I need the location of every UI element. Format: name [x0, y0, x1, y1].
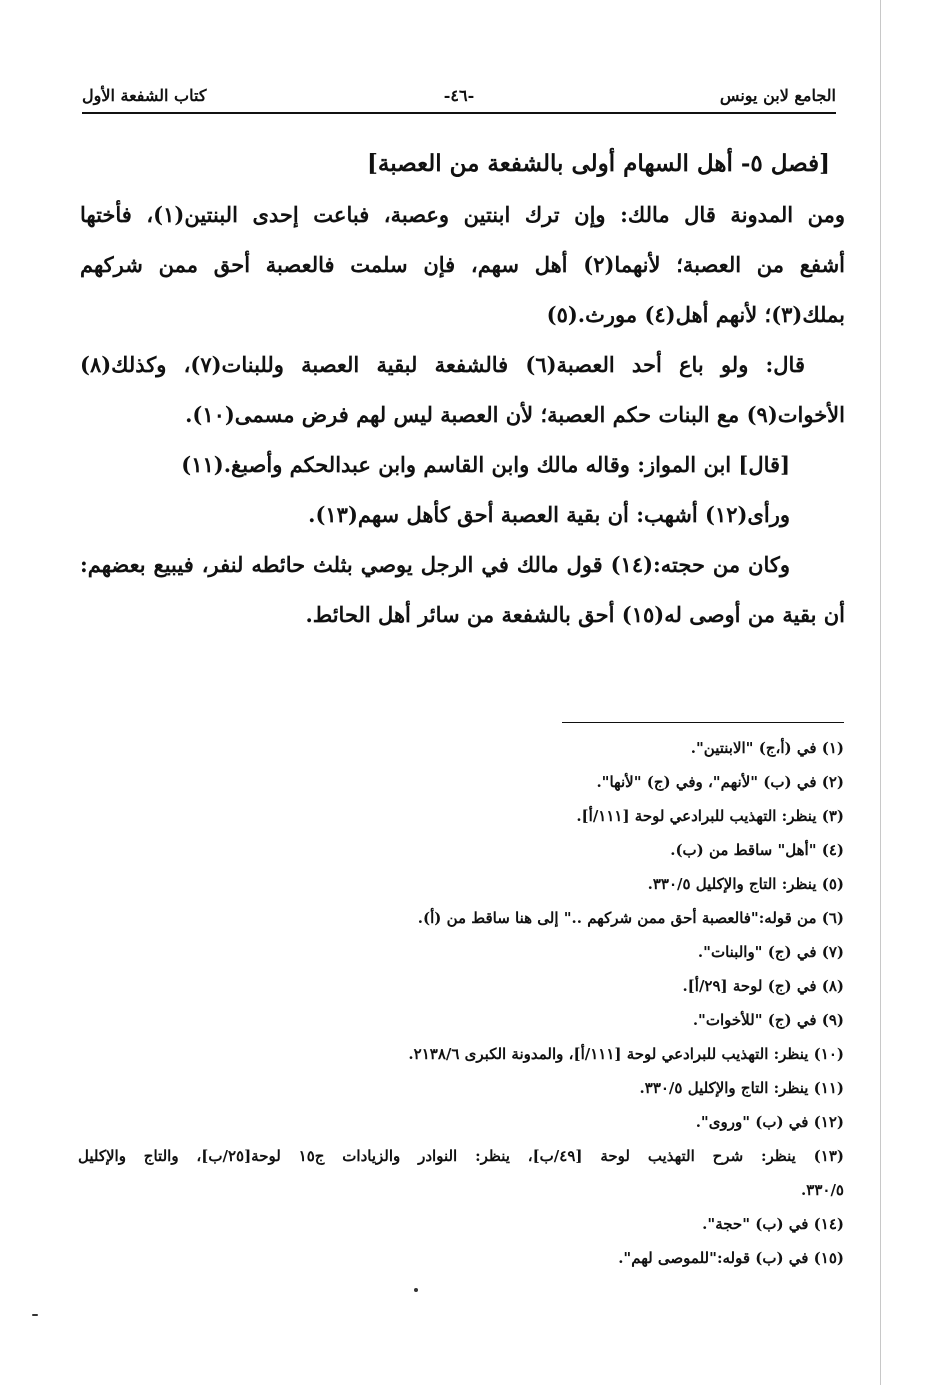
page-number: -٤٦- — [443, 86, 475, 105]
footnote: (٦) من قوله:"فالعصبة أحق ممن شركهم .." إلى هنا ساقط من (أ). — [417, 909, 844, 927]
header-rule — [82, 112, 836, 114]
text-line: وكان من حجته:(١٤) قول مالك في الرجل يوصي بثلث حائطه لنفر، فيبيع بعضهم: — [80, 552, 791, 577]
footnote: (٥) ينظر: التاج والإكليل ٣٣٠/٥. — [647, 875, 844, 893]
scan-speck — [414, 1288, 418, 1292]
text-line: قال: ولو باع أحد العصبة(٦) فالشفعة لبقية العصبة وللبنات(٧)، وكذلك(٨) — [80, 352, 805, 377]
footnote: (١٤) في (ب) "حجة". — [702, 1215, 844, 1233]
header-chapter-title: كتاب الشفعة الأول — [82, 86, 207, 105]
footnote: (٨) في (ج) لوحة [٢٩/أ]. — [682, 977, 844, 995]
footnote: (٢) في (ب) "لأنهم"، وفي (ج) "لأنها". — [596, 773, 844, 791]
footnote: (١) في (أ،ج) "الابنتين". — [690, 739, 844, 757]
footnote: (١٥) في (ب) قوله:"للموصى لهم". — [618, 1249, 844, 1267]
running-header — [82, 86, 836, 112]
header-book-title: الجامع لابن يونس — [719, 86, 836, 105]
page-edge-line — [880, 0, 881, 1385]
text-line: ورأى(١٢) أشهب: أن بقية العصبة أحق كأهل سهم(١٣). — [308, 502, 790, 527]
footnote: (٧) في (ج) "والبنات". — [697, 943, 844, 961]
footnote-separator — [562, 722, 844, 723]
section-title: [فصل ٥- أهل السهام أولى بالشفعة من العصبة] — [367, 150, 830, 177]
text-line: أن بقية من أوصى له(١٥) أحق بالشفعة من سائر أهل الحائط. — [305, 602, 845, 627]
text-line: [قال] ابن المواز: وقاله مالك وابن القاسم وابن عبدالحكم وأصبغ.(١١) — [181, 452, 790, 477]
footnote-continuation: ٣٣٠/٥. — [801, 1181, 844, 1199]
footnote: (١١) ينظر: التاج والإكليل ٣٣٠/٥. — [639, 1079, 844, 1097]
footnote: (٣) ينظر: التهذيب للبرادعي لوحة [١١١/أ]. — [576, 807, 844, 825]
footnote: (٤) "أهل" ساقط من (ب). — [670, 841, 844, 859]
footnote: (١٣) ينظر: شرح التهذيب لوحة [٤٩/ب]، ينظر: النوادر والزيادات ج١٥ لوحة[٢٥/ب]، والتاج والإكليل — [78, 1147, 844, 1165]
scan-speck — [32, 1314, 38, 1316]
footnotes — [78, 736, 844, 1280]
footnote: (٩) في (ج) "للأخوات". — [692, 1011, 844, 1029]
text-line: الأخوات(٩) مع البنات حكم العصبة؛ لأن العصبة ليس لهم فرض مسمى(١٠). — [185, 402, 845, 427]
footnote: (١٢) في (ب) "وروى". — [695, 1113, 844, 1131]
footnote: (١٠) ينظر: التهذيب للبرادعي لوحة [١١١/أ]، والمدونة الكبرى ٢١٣٨/٦. — [408, 1045, 844, 1063]
text-line: أشفع من العصبة؛ لأنهما(٢) أهل سهم، فإن سلمت فالعصبة أحق ممن شركهم — [80, 252, 845, 277]
main-text — [80, 190, 845, 640]
text-line: ومن المدونة قال مالك: وإن ترك ابنتين وعصبة، فباعت إحدى البنتين(١)، فأختها — [80, 202, 845, 227]
text-line: بملك(٣)؛ لأنهم أهل(٤) مورث.(٥) — [546, 302, 845, 327]
